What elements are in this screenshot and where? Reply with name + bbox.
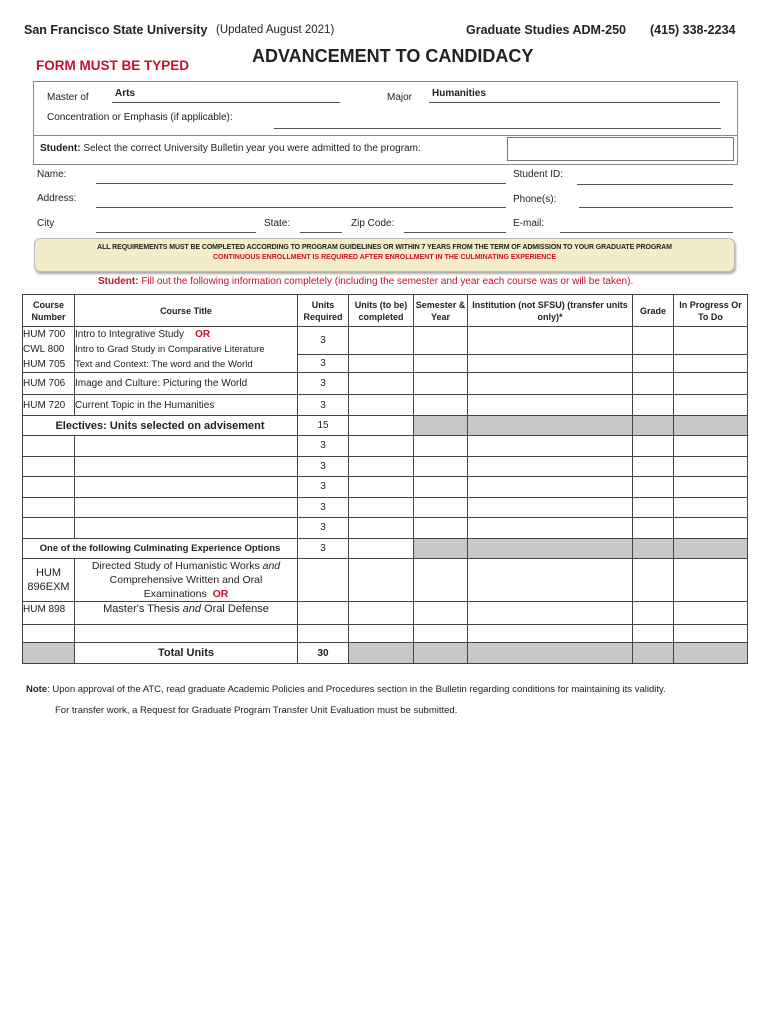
course-title: Current Topic in the Humanities (75, 395, 298, 416)
in-progress-cell[interactable] (674, 602, 748, 625)
table-row (23, 395, 748, 416)
course-title-cell[interactable] (75, 456, 298, 477)
units-completed-cell[interactable] (349, 373, 414, 395)
gray-cell (674, 643, 748, 664)
instruction-text: Fill out the following information completely (including the semester and year each course was or will be taken). (138, 276, 634, 287)
state-label: State: (264, 218, 291, 229)
semester-cell[interactable] (414, 477, 468, 498)
course-number-cell (23, 327, 75, 373)
major-field[interactable] (429, 88, 720, 103)
table-row (23, 559, 748, 602)
table-row (23, 625, 748, 643)
in-progress-cell[interactable] (674, 559, 748, 602)
course-title-cell[interactable] (75, 497, 298, 518)
course-title: Intro to Integrative Study (75, 329, 184, 340)
course-title-cell[interactable] (75, 625, 298, 643)
units-completed-cell[interactable] (349, 497, 414, 518)
state-field[interactable] (300, 232, 342, 233)
course-title-cell[interactable] (75, 436, 298, 457)
course-title-cell[interactable] (75, 477, 298, 498)
gray-cell (414, 643, 468, 664)
master-of-field[interactable] (112, 88, 340, 103)
address-label: Address: (37, 193, 77, 204)
course-number-cell[interactable] (23, 436, 75, 457)
course-code: HUM 706 (23, 373, 75, 395)
units-completed-cell[interactable] (349, 602, 414, 625)
culminating-option-2 (75, 602, 298, 625)
grade-cell[interactable] (633, 477, 674, 498)
student-id-label: Student ID: (513, 169, 564, 180)
units-required: 3 (298, 518, 349, 539)
gray-cell (23, 643, 75, 664)
gray-cell (633, 538, 674, 559)
in-progress-cell[interactable] (674, 395, 748, 416)
course-code: HUM 720 (23, 395, 75, 416)
requirements-line-1: ALL REQUIREMENTS MUST BE COMPLETED ACCORDING TO PROGRAM GUIDELINES OR WITHIN 7 YEARS FROM THE TERM OF ADMISSION TO YOUR GRADUATE PROGRAM (97, 244, 672, 251)
course-code: HUM 898 (23, 602, 75, 625)
gray-cell (633, 643, 674, 664)
course-title-cell (75, 327, 298, 373)
total-units: 30 (298, 643, 349, 664)
semester-cell[interactable] (414, 327, 468, 355)
or-label: OR (212, 588, 229, 600)
semester-cell[interactable] (414, 602, 468, 625)
option-title-b: Oral Defense (201, 603, 269, 615)
culminating-row (23, 538, 748, 559)
electives-label: Electives: Units selected on advisement (23, 416, 298, 436)
units-completed-cell[interactable] (349, 625, 414, 643)
note-strong: Note (26, 684, 48, 695)
units-required: 3 (298, 373, 349, 395)
units-completed-cell[interactable] (349, 518, 414, 539)
office-phone: (415) 338-2234 (650, 23, 736, 37)
form-code: Graduate Studies ADM-250 (466, 23, 626, 37)
page-title: ADVANCEMENT TO CANDIDACY (252, 46, 534, 66)
updated-date: (Updated August 2021) (216, 24, 335, 36)
course-title-cell[interactable] (75, 518, 298, 539)
grade-cell[interactable] (633, 602, 674, 625)
note-body: : Upon approval of the ATC, read graduate Academic Policies and Procedures section in the Bulletin regarding conditions for maintaining its validity. (47, 684, 666, 695)
major-value: Humanities (432, 88, 486, 99)
course-number-cell[interactable] (23, 497, 75, 518)
grade-cell[interactable] (633, 625, 674, 643)
col-semester-year: Semester & Year (414, 295, 468, 327)
bulletin-strong: Student: (40, 143, 81, 154)
grade-cell[interactable] (633, 456, 674, 477)
table-header-row (23, 295, 748, 327)
units-required-cell[interactable] (298, 602, 349, 625)
semester-cell[interactable] (414, 456, 468, 477)
course-code: CWL 800 (23, 344, 65, 355)
requirements-banner (34, 238, 735, 272)
col-course-title: Course Title (75, 295, 298, 327)
semester-cell[interactable] (414, 355, 468, 373)
email-label: E-mail: (513, 218, 545, 229)
col-units-required: Units Required (298, 295, 349, 327)
requirements-line-2: CONTINUOUS ENROLLMENT IS REQUIRED AFTER ENROLLMENT IN THE CULMINATING EXPERIENCE (212, 254, 556, 261)
in-progress-cell[interactable] (674, 625, 748, 643)
institution-cell[interactable] (468, 602, 633, 625)
gray-cell (468, 538, 633, 559)
gray-cell (674, 416, 748, 436)
col-course-number: Course Number (23, 295, 75, 327)
table-row (23, 477, 748, 498)
units-required-cell[interactable] (298, 625, 349, 643)
units-required: 3 (298, 538, 349, 559)
bulletin-instruction (40, 143, 421, 154)
grade-cell[interactable] (633, 327, 674, 355)
units-completed-cell[interactable] (349, 456, 414, 477)
and-word: and (262, 560, 281, 572)
grade-cell[interactable] (633, 436, 674, 457)
course-table (22, 294, 748, 664)
semester-cell[interactable] (414, 373, 468, 395)
units-required: 15 (298, 416, 349, 436)
course-title: Image and Culture: Picturing the World (75, 373, 298, 395)
in-progress-cell[interactable] (674, 518, 748, 539)
gray-cell (468, 416, 633, 436)
course-number-cell[interactable] (23, 477, 75, 498)
name-label: Name: (37, 169, 67, 180)
gray-cell (633, 416, 674, 436)
in-progress-cell[interactable] (674, 327, 748, 355)
university-name: San Francisco State University (24, 23, 208, 37)
units-completed-cell[interactable] (349, 355, 414, 373)
and-word: and (182, 603, 201, 615)
semester-cell[interactable] (414, 625, 468, 643)
units-required: 3 (298, 456, 349, 477)
gray-cell (674, 538, 748, 559)
total-row (23, 643, 748, 664)
course-code: HUM 700 (23, 329, 66, 340)
units-completed-cell[interactable] (349, 395, 414, 416)
option-title-a: Directed Study of Humanistic Works (91, 560, 263, 572)
option-title-b: Comprehensive Written and Oral Examinations (109, 574, 263, 600)
table-row (23, 373, 748, 395)
instruction-strong: Student: (98, 276, 139, 287)
grade-cell[interactable] (633, 497, 674, 518)
semester-cell[interactable] (414, 497, 468, 518)
table-row (23, 456, 748, 477)
units-required: 3 (298, 355, 349, 373)
bulletin-year-field[interactable] (507, 137, 734, 161)
institution-cell[interactable] (468, 497, 633, 518)
col-units-completed: Units (to be) completed (349, 295, 414, 327)
phone-label: Phone(s): (513, 194, 557, 205)
table-row (23, 497, 748, 518)
institution-cell[interactable] (468, 355, 633, 373)
note-text (26, 684, 666, 695)
city-label: City (37, 218, 55, 229)
course-title: Text and Context: The word and the World (75, 359, 253, 370)
grade-cell[interactable] (633, 395, 674, 416)
master-of-label: Master of (47, 92, 89, 103)
gray-cell (468, 643, 633, 664)
in-progress-cell[interactable] (674, 436, 748, 457)
course-title: Intro to Grad Study in Comparative Literature (75, 344, 265, 355)
institution-cell[interactable] (468, 327, 633, 355)
col-grade: Grade (633, 295, 674, 327)
col-in-progress: In Progress Or To Do (674, 295, 748, 327)
units-completed-cell[interactable] (349, 538, 414, 559)
typed-notice: FORM MUST BE TYPED (36, 58, 190, 73)
semester-cell[interactable] (414, 518, 468, 539)
grade-cell[interactable] (633, 559, 674, 602)
institution-cell[interactable] (468, 559, 633, 602)
course-number-cell[interactable] (23, 456, 75, 477)
units-completed-cell[interactable] (349, 416, 414, 436)
major-label: Major (387, 92, 413, 103)
institution-cell[interactable] (468, 373, 633, 395)
institution-cell[interactable] (468, 395, 633, 416)
concentration-field[interactable] (274, 114, 721, 129)
gray-cell (414, 416, 468, 436)
units-completed-cell[interactable] (349, 477, 414, 498)
zip-label: Zip Code: (351, 218, 395, 229)
in-progress-cell[interactable] (674, 477, 748, 498)
grade-cell[interactable] (633, 355, 674, 373)
grade-cell[interactable] (633, 373, 674, 395)
in-progress-cell[interactable] (674, 373, 748, 395)
course-code: HUM 705 (23, 359, 66, 370)
in-progress-cell[interactable] (674, 456, 748, 477)
electives-row (23, 416, 748, 436)
institution-cell[interactable] (468, 456, 633, 477)
semester-cell[interactable] (414, 436, 468, 457)
course-number-cell[interactable] (23, 518, 75, 539)
city-field[interactable] (96, 232, 256, 233)
transfer-note: For transfer work, a Request for Graduate Program Transfer Unit Evaluation must be submitted. (55, 705, 458, 716)
institution-cell[interactable] (468, 518, 633, 539)
student-id-field[interactable] (577, 184, 733, 185)
course-code: HUM 896EXM (23, 559, 75, 602)
bulletin-text: Select the correct University Bulletin year you were admitted to the program: (80, 143, 421, 154)
units-required: 3 (298, 327, 349, 355)
table-row (23, 518, 748, 539)
units-required: 3 (298, 477, 349, 498)
or-label: OR (195, 329, 211, 340)
units-required: 3 (298, 395, 349, 416)
units-required: 3 (298, 497, 349, 518)
email-field[interactable] (560, 232, 733, 233)
in-progress-cell[interactable] (674, 497, 748, 518)
table-row (23, 436, 748, 457)
col-institution: Institution (not SFSU) (transfer units only)* (468, 295, 633, 327)
units-required-cell[interactable] (298, 559, 349, 602)
institution-cell[interactable] (468, 436, 633, 457)
name-field[interactable] (96, 183, 506, 184)
address-field[interactable] (96, 207, 506, 208)
course-number-cell[interactable] (23, 625, 75, 643)
option-title-a: Master's Thesis (103, 603, 183, 615)
units-completed-cell[interactable] (349, 559, 414, 602)
total-label: Total Units (75, 643, 298, 664)
semester-cell[interactable] (414, 559, 468, 602)
in-progress-cell[interactable] (674, 355, 748, 373)
gray-cell (414, 538, 468, 559)
table-instruction (98, 276, 633, 287)
units-required: 3 (298, 436, 349, 457)
institution-cell[interactable] (468, 625, 633, 643)
institution-cell[interactable] (468, 477, 633, 498)
grade-cell[interactable] (633, 518, 674, 539)
gray-cell (349, 643, 414, 664)
master-of-value: Arts (115, 88, 136, 99)
concentration-label: Concentration or Emphasis (if applicable): (47, 112, 233, 123)
culminating-label: One of the following Culminating Experience Options (23, 538, 298, 559)
table-row (23, 602, 748, 625)
zip-field[interactable] (404, 232, 506, 233)
phone-field[interactable] (579, 207, 733, 208)
semester-cell[interactable] (414, 395, 468, 416)
units-completed-cell[interactable] (349, 327, 414, 355)
table-row (23, 327, 748, 355)
divider (33, 135, 738, 136)
units-completed-cell[interactable] (349, 436, 414, 457)
culminating-option-1 (75, 559, 298, 602)
